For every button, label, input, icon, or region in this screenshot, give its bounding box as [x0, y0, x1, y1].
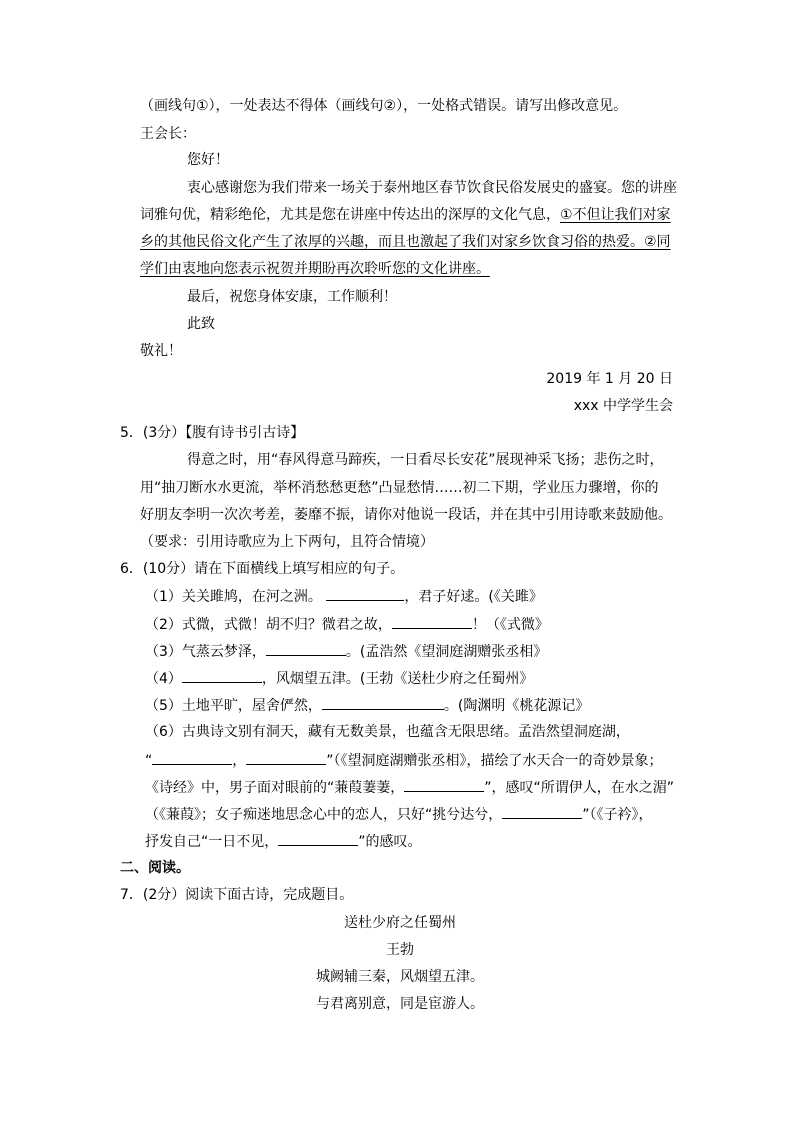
q6-item-5 [145, 695, 589, 716]
answer-blank[interactable] [278, 831, 358, 846]
q6-text: 抒发自己“一日不见， [145, 834, 279, 850]
q6-text: “ [145, 753, 153, 769]
answer-blank[interactable] [502, 804, 582, 819]
poem-author: 王勃 [386, 942, 414, 958]
answer-blank[interactable] [182, 668, 262, 683]
letter-jingli: 敬礼！ [140, 343, 182, 359]
q6-text: ！（《式微》 [471, 617, 549, 633]
letter-signature: xxx 中学学生会 [573, 398, 673, 414]
q6-item-6-line-5 [145, 831, 422, 852]
answer-blank[interactable] [246, 750, 326, 765]
answer-blank[interactable] [322, 695, 444, 710]
q5-line-4: （要求：引用诗歌应为上下两句，且符合情境） [140, 534, 434, 550]
q6-item-1 [145, 586, 543, 607]
q6-text: 。(孟浩然《望洞庭湖赠张丞相》 [345, 644, 548, 660]
letter-closing: 最后，祝您身体安康，工作顺利！ [187, 289, 397, 305]
q6-text: ， [232, 753, 247, 769]
q6-item-3 [145, 641, 547, 662]
q6-text: （1）关关雎鸠，在河之洲。 [145, 589, 322, 605]
letter-body-line-3: 乡的其他民俗文化产生了浓厚的兴趣，而且也激起了我们对家乡饮食习俗的热爱。②同 [140, 234, 671, 250]
letter-intro: （画线句①），一处表达不得体（画线句②），一处格式错误。请写出修改意见。 [140, 98, 628, 114]
q6-item-6-line-2 [145, 750, 663, 771]
q6-text: ，风烟望五津。(王勃《送杜少府之任蜀州》 [261, 671, 534, 687]
letter-body-line-2 [140, 205, 671, 225]
q5-line-3: 好朋友李明一次次考差，萎靡不振，请你对他说一段话，并在其中引用诗歌来鼓励他。 [140, 507, 672, 523]
q7-heading: 7．(2分）阅读下面古诗，完成题目。 [120, 887, 354, 903]
poem-line-2: 与君离别意，同是宦游人。 [316, 996, 484, 1012]
letter-salutation: 王会长： [140, 126, 196, 142]
q6-item-6-line-4 [145, 804, 653, 825]
q6-text: （3）气蒸云梦泽， [145, 644, 266, 660]
q6-text: （5）土地平旷，屋舍俨然， [145, 698, 322, 714]
answer-blank[interactable] [152, 750, 232, 765]
q6-text: （4） [145, 671, 182, 687]
q5-heading: 5．(3分）【腹有诗书引古诗】 [120, 425, 305, 441]
underlined-sentence-1: ①不但让我们对家 [560, 207, 671, 223]
answer-blank[interactable] [392, 614, 472, 629]
letter-cizhi: 此致 [187, 316, 215, 332]
q6-item-2 [145, 614, 549, 635]
answer-blank[interactable] [266, 641, 346, 656]
letter-date: 2019 年 1 月 20 日 [546, 371, 673, 387]
poem-title: 送杜少府之任蜀州 [344, 915, 456, 931]
q6-item-4 [145, 668, 533, 689]
q6-text: （《蒹葭》；女子痴迷地思念心中的恋人，只好“挑兮达兮， [145, 807, 503, 823]
q6-item-6-line-3 [145, 777, 674, 798]
section-heading-reading: 二、阅读。 [120, 860, 190, 876]
letter-body-line-4: 学们由衷地向您表示祝贺并期盼再次聆听您的文化讲座。 [140, 261, 490, 277]
q6-text: ”（《子衿》， [582, 807, 653, 823]
letter-greeting: 您好！ [187, 152, 229, 168]
q6-text: ”的感叹。 [358, 834, 422, 850]
q6-item-6-line-1: （6）古典诗文别有洞天，藏有无数美景，也蕴含无限思绪。孟浩然望洞庭湖， [145, 724, 630, 740]
q5-line-1: 得意之时，用“春风得意马蹄疾，一日看尽长安花”展现神采飞扬；悲伤之时， [187, 452, 664, 468]
poem-line-1: 城阙辅三秦，风烟望五津。 [316, 969, 484, 985]
letter-text: 词雅句优，精彩绝伦，尤其是您在讲座中传达出的深厚的文化气息， [140, 207, 560, 223]
q6-text: （2）式微，式微！胡不归？微君之故， [145, 617, 392, 633]
q6-text: ”（《望洞庭湖赠张丞相》，描绘了水天合一的奇妙景象； [326, 753, 663, 769]
answer-blank[interactable] [404, 777, 484, 792]
q6-heading: 6．(10分）请在下面横线上填写相应的句子。 [120, 561, 405, 577]
letter-body-line-1: 衷心感谢您为我们带来一场关于泰州地区春节饮食民俗发展史的盛宴。您的讲座 [187, 180, 677, 196]
q5-line-2: 用“抽刀断水水更流，举杯消愁愁更愁”凸显愁情……初二下期，学业压力骤增，你的 [140, 480, 659, 496]
q6-text: 。(陶渊明《桃花源记》 [443, 698, 590, 714]
q6-text: ”，感叹“所谓伊人，在水之湄” [484, 780, 675, 796]
answer-blank[interactable] [326, 586, 404, 601]
q6-text: ，君子好逑。(《关雎》 [404, 589, 543, 605]
q6-text: 《诗经》中，男子面对眼前的“蒹葭萋萋， [145, 780, 405, 796]
